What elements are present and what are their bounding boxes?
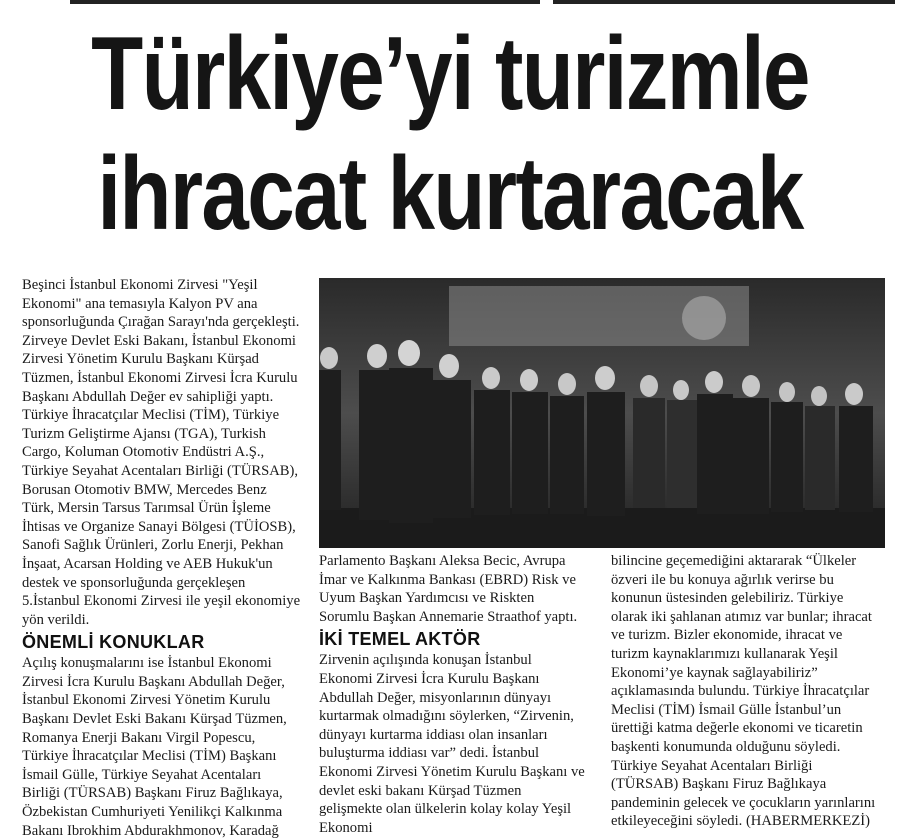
closing-paragraph: bilincine geçemediğini aktararak “Ülkeler özveri ile bu konuya ağırlık verirse bu konunun üstesinden gelebiliriz. Türkiye olarak iki şahlanan atımız var bunlar; ihracat ve turizm. Bizler ekonomide, ihracat ve turizm kaynaklarımızı kullanarak Yeşil Ekonomi’ye kaynak sağlayabiliriz” açıklamasında bulundu. Türkiye İhracatçılar Meclisi (TİM) İsmail Gülle İstanbul’un ürettiği katma değerle ekonomi ve ticaretin başkenti konumunda olduğunu söyledi. Türkiye Seyahat Acentaları Birliği (TÜRSAB) Başkanı Firuz Bağlıkaya pandeminin gelecek ve çocukların yarınlarını etkileyeceğini söyledi. (HABERMERKEZİ) xyxy=(611,553,876,830)
actors-paragraph: Zirvenin açılışında konuşan İstanbul Ekonomi Zirvesi İcra Kurulu Başkanı Abdullah Değer, misyonlarının dünyayı kurtarmak olmadığını söylerken, “Zirvenin, dünyayı kurtarma iddiası olan insanları buluşturma iddiası var” dedi. İstanbul Ekonomi Zirvesi Yönetim Kurulu Başkanı ve devlet eski bakanı Kürşad Tüzmen gelişmekte olan ülkelerin kolay kolay Yeşil Ekonomi xyxy=(319,652,585,836)
intro-paragraph: Beşinci İstanbul Ekonomi Zirvesi "Yeşil Ekonomi" ana temasıyla Kalyon PV ana sponsorluğunda Çırağan Sarayı'nda gerçekleşti. Zirveye Devlet Eski Bakanı, İstanbul Ekonomi Zirvesi Yönetim Kurulu Başkanı Kürşad Tüzmen, İstanbul Ekonomi Zirvesi İcra Kurulu Başkanı Abdullah Değer ev sahipliği yaptı. Türkiye İhracatçılar Meclisi (TİM), Türkiye Turizm Geliştirme Ajansı (TGA), Turkish Cargo, Koluman Otomotiv Endüstri A.Ş., Türkiye Seyahat Acentaları Birliği (TÜRSAB), Borusan Otomotiv BMW, Mercedes Benz Türk, Mersin Tarsus Tarımsal Ürün İşleme İhtisas ve Organize Sanayi Bölgesi (TÜİOSB), Sanofi Sağlık Ürünleri, Zorlu Enerji, Pekhan İnşaat, Acarsan Holding ve AEB Hukuk'un destek ve sponsorluğunda gerçekleşen 5.İstanbul Ekonomi Zirvesi ile yeşil ekonomiye yön verildi. xyxy=(22,277,301,628)
guests-paragraph: Açılış konuşmalarını ise İstanbul Ekonomi Zirvesi İcra Kurulu Başkanı Abdullah Değer, İstanbul Ekonomi Zirvesi Yönetim Kurulu Başkanı Devlet Eski Bakanı Kürşad Tüzmen, Romanya Enerji Bakanı Virgil Popescu, Türkiye İhracatçılar Meclisi (TİM) Başkanı İsmail Gülle, Türkiye Seyahat Acentaları Birliği (TÜRSAB) Başkanı Firuz Bağlıkaya, Özbekistan Cumhuriyeti Yenilikçi Kalkınma Bakanı Ibrokhim Abdurakhmonov, Karadağ xyxy=(22,655,287,839)
article-column-3 xyxy=(611,552,883,831)
continued-paragraph: Parlamento Başkanı Aleksa Becic, Avrupa İmar ve Kalkınma Bankası (EBRD) Risk ve Uyum Başkan Yardımcısı ve Riskten Sorumlu Başkan Annemarie Straathof yaptı. xyxy=(319,553,578,625)
headline-line-2: ihracat kurtaracak xyxy=(97,136,803,252)
top-rule-left xyxy=(70,0,540,4)
subhead-iki-temel-aktor: İKİ TEMEL AKTÖR xyxy=(319,629,481,650)
article-column-1 xyxy=(22,276,302,840)
summit-group-photo xyxy=(319,278,885,548)
top-rule-right xyxy=(553,0,895,4)
article-column-2 xyxy=(319,552,587,837)
subhead-onemli-konuklar: ÖNEMLİ KONUKLAR xyxy=(22,632,205,653)
photo-illustration xyxy=(319,278,885,548)
headline-line-1: Türkiye’yi turizmle xyxy=(91,16,809,132)
